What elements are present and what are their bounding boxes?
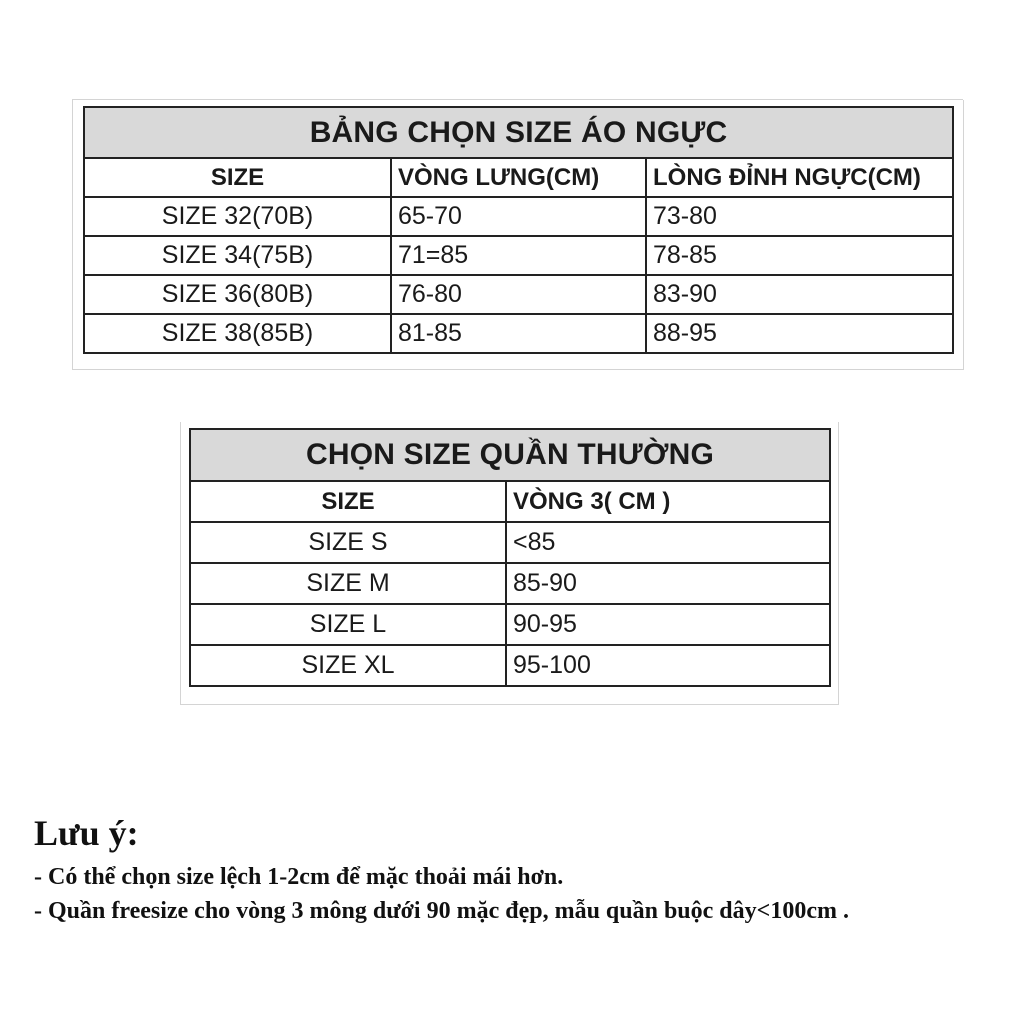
grid-tick — [72, 99, 963, 100]
size-cell: SIZE 36(80B) — [84, 275, 391, 314]
note-line: - Có thể chọn size lệch 1-2cm để mặc thoải mái hơn. — [34, 864, 564, 890]
column-header-size: SIZE — [190, 481, 506, 522]
grid-tick — [963, 100, 964, 370]
table-row — [84, 236, 953, 275]
note-title: Lưu ý: — [34, 813, 139, 853]
note-line: - Quần freesize cho vòng 3 mông dưới 90 mặc đẹp, mẫu quần buộc dây<100cm . — [34, 898, 849, 924]
grid-tick — [180, 704, 838, 705]
size-cell: SIZE XL — [190, 645, 506, 686]
note-section — [34, 812, 849, 928]
size-cell: SIZE M — [190, 563, 506, 604]
column-header-back-circumference: VÒNG LƯNG(CM) — [391, 158, 646, 197]
pants-table-title: CHỌN SIZE QUẦN THƯỜNG — [190, 429, 830, 481]
table-row — [190, 645, 830, 686]
hip-cell: <85 — [506, 522, 830, 563]
column-header-bust: LÒNG ĐỈNH NGỰC(CM) — [646, 158, 953, 197]
table-row — [84, 314, 953, 353]
back-cell: 65-70 — [391, 197, 646, 236]
table-row — [190, 522, 830, 563]
grid-tick — [180, 422, 181, 705]
size-cell: SIZE S — [190, 522, 506, 563]
table-header-row — [84, 158, 953, 197]
bust-cell: 78-85 — [646, 236, 953, 275]
size-cell: SIZE L — [190, 604, 506, 645]
grid-tick — [72, 369, 963, 370]
column-header-hip: VÒNG 3( CM ) — [506, 481, 830, 522]
table-row — [84, 275, 953, 314]
bra-size-table — [83, 106, 954, 354]
table-title-row — [84, 107, 953, 158]
table-title-row — [190, 429, 830, 481]
bust-cell: 88-95 — [646, 314, 953, 353]
hip-cell: 95-100 — [506, 645, 830, 686]
hip-cell: 85-90 — [506, 563, 830, 604]
size-cell: SIZE 38(85B) — [84, 314, 391, 353]
back-cell: 81-85 — [391, 314, 646, 353]
table-row — [84, 197, 953, 236]
table-row — [190, 563, 830, 604]
pants-size-table — [189, 428, 831, 687]
table-row — [190, 604, 830, 645]
grid-tick — [72, 100, 73, 370]
hip-cell: 90-95 — [506, 604, 830, 645]
column-header-size: SIZE — [84, 158, 391, 197]
size-cell: SIZE 32(70B) — [84, 197, 391, 236]
bra-table-title: BẢNG CHỌN SIZE ÁO NGỰC — [84, 107, 953, 158]
bust-cell: 83-90 — [646, 275, 953, 314]
size-cell: SIZE 34(75B) — [84, 236, 391, 275]
back-cell: 76-80 — [391, 275, 646, 314]
back-cell: 71=85 — [391, 236, 646, 275]
grid-tick — [838, 422, 839, 705]
bust-cell: 73-80 — [646, 197, 953, 236]
table-header-row — [190, 481, 830, 522]
